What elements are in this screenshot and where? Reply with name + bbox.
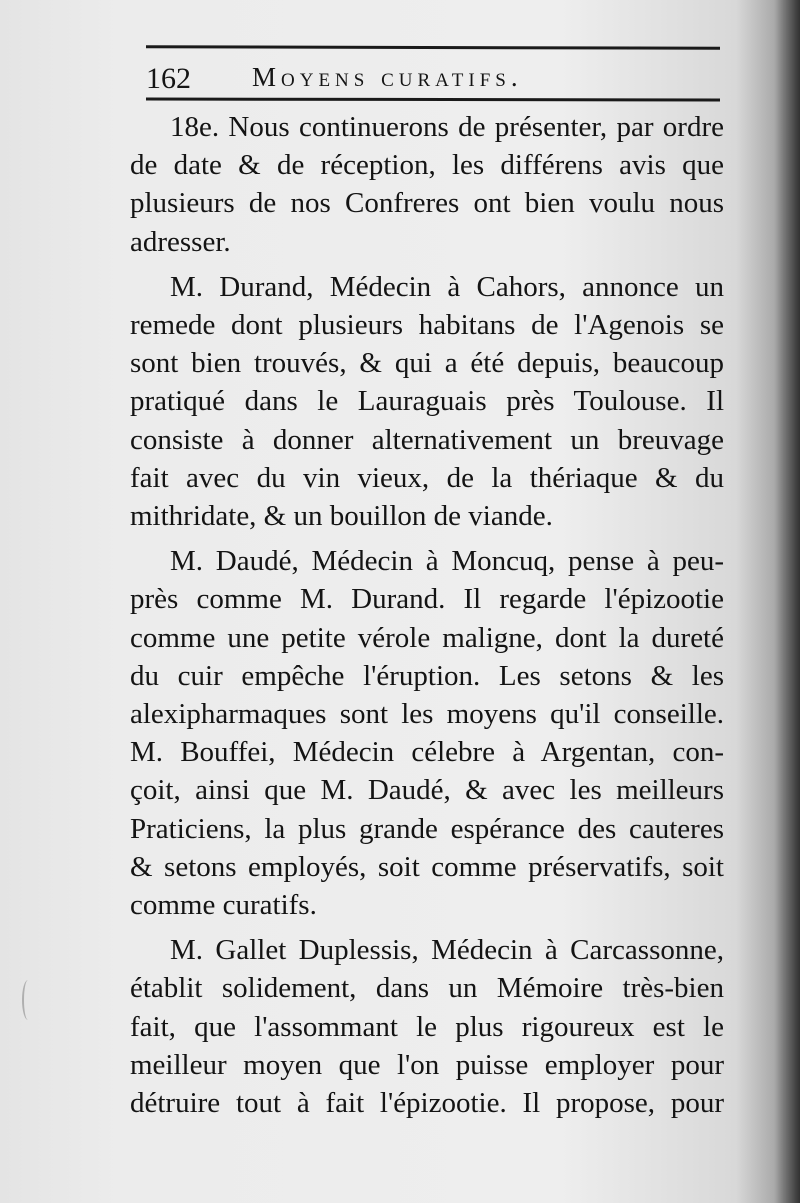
text-line: fait avec du vin vieux, de la thériaque & du xyxy=(130,461,724,494)
text-line: mithridate, & un bouillon de viande. xyxy=(130,500,553,533)
text-line: comme une petite vérole maligne, dont la dureté xyxy=(130,621,724,654)
page-body xyxy=(130,108,724,1129)
text-line: & setons employés, soit comme préservatifs, soit xyxy=(130,850,724,883)
text-line: Praticiens, la plus grande espérance des cauteres xyxy=(130,812,724,845)
text-line: 18e. Nous continuerons de présenter, par ordre xyxy=(170,111,724,143)
text-line: près comme M. Durand. Il regarde l'épizootie xyxy=(130,583,724,616)
header-rule-bottom xyxy=(146,97,720,101)
text-line: détruire tout à fait l'épizootie. Il propose, pour xyxy=(130,1087,724,1120)
text-line: adresser. xyxy=(130,225,231,258)
page-number: 162 xyxy=(146,62,191,95)
paragraph-4 xyxy=(130,931,724,1122)
text-line: sont bien trouvés, & qui a été depuis, beaucoup xyxy=(130,347,724,380)
paragraph-2 xyxy=(130,268,724,535)
text-line: pratiqué dans le Lauraguais près Toulouse. Il xyxy=(130,385,724,418)
text-line: établit solidement, dans un Mémoire très-bien xyxy=(130,972,724,1005)
text-line: meilleur moyen que l'on puisse employer pour xyxy=(130,1048,724,1081)
text-line: M. Bouffei, Médecin célebre à Argentan, con- xyxy=(130,736,724,769)
page-edge-mark xyxy=(22,980,34,1020)
text-line: consiste à donner alternativement un breuvage xyxy=(130,423,724,456)
text-line: M. Gallet Duplessis, Médecin à Carcassonne, xyxy=(170,934,724,967)
text-line: de date & de réception, les différens avis que xyxy=(130,149,724,182)
text-line: M. Durand, Médecin à Cahors, annonce un xyxy=(170,270,724,303)
text-line: fait, que l'assommant le plus rigoureux est le xyxy=(130,1010,724,1043)
header-rule-top xyxy=(146,45,720,50)
spine-shadow xyxy=(774,0,800,1203)
text-line: çoit, ainsi que M. Daudé, & avec les meilleurs xyxy=(130,774,724,807)
running-head: Moyens curatifs. xyxy=(252,62,523,92)
paragraph-3 xyxy=(130,542,724,924)
paragraph-1 xyxy=(130,108,724,261)
text-line: comme curatifs. xyxy=(130,889,317,922)
text-line: alexipharmaques sont les moyens qu'il conseille. xyxy=(130,698,724,731)
page-header xyxy=(146,56,720,96)
text-line: du cuir empêche l'éruption. Les setons & les xyxy=(130,659,724,692)
text-line: M. Daudé, Médecin à Moncuq, pense à peu- xyxy=(170,545,724,578)
text-line: remede dont plusieurs habitans de l'Agenois se xyxy=(130,309,724,342)
text-line: plusieurs de nos Confreres ont bien voulu nous xyxy=(130,187,724,220)
